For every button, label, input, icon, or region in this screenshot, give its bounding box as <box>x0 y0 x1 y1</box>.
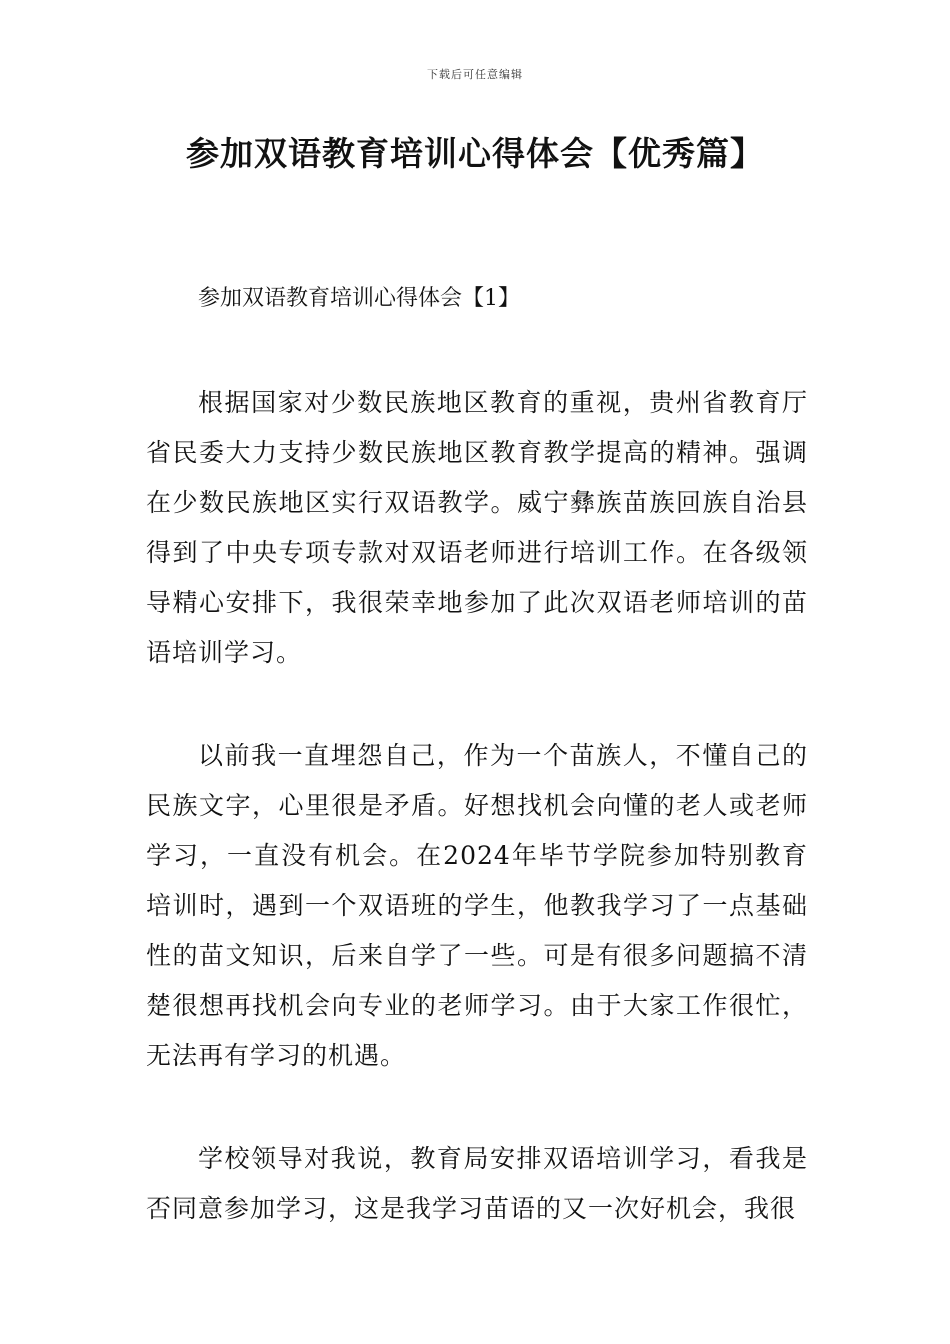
header-note: 下载后可任意编辑 <box>427 68 523 81</box>
document-body <box>146 282 808 1287</box>
paragraph: 根据国家对少数民族地区教育的重视，贵州省教育厅省民委大力支持少数民族地区教育教学提高的精神。强调在少数民族地区实行双语教学。威宁彝族苗族回族自治县得到了中央专项专款对双语老师进行培训工作。在各级领导精心安排下，我很荣幸地参加了此次双语老师培训的苗语培训学习。 <box>146 388 808 667</box>
document-title: 参加双语教育培训心得体会【优秀篇】 <box>186 134 764 173</box>
paragraph: 以前我一直埋怨自己，作为一个苗族人，不懂自己的民族文字，心里很是矛盾。好想找机会向懂的老人或老师学习，一直没有机会。在2024年毕节学院参加特别教育培训时，遇到一个双语班的学生，他教我学习了一点基础性的苗文知识，后来自学了一些。可是有很多问题搞不清楚很想再找机会向专业的老师学习。由于大家工作很忙，无法再有学习的机遇。 <box>146 741 808 1070</box>
paragraph: 学校领导对我说，教育局安排双语培训学习，看我是否同意参加学习，这是我学习苗语的又一次好机会，我很 <box>146 1144 808 1223</box>
section-heading: 参加双语教育培训心得体会【1】 <box>198 286 520 311</box>
